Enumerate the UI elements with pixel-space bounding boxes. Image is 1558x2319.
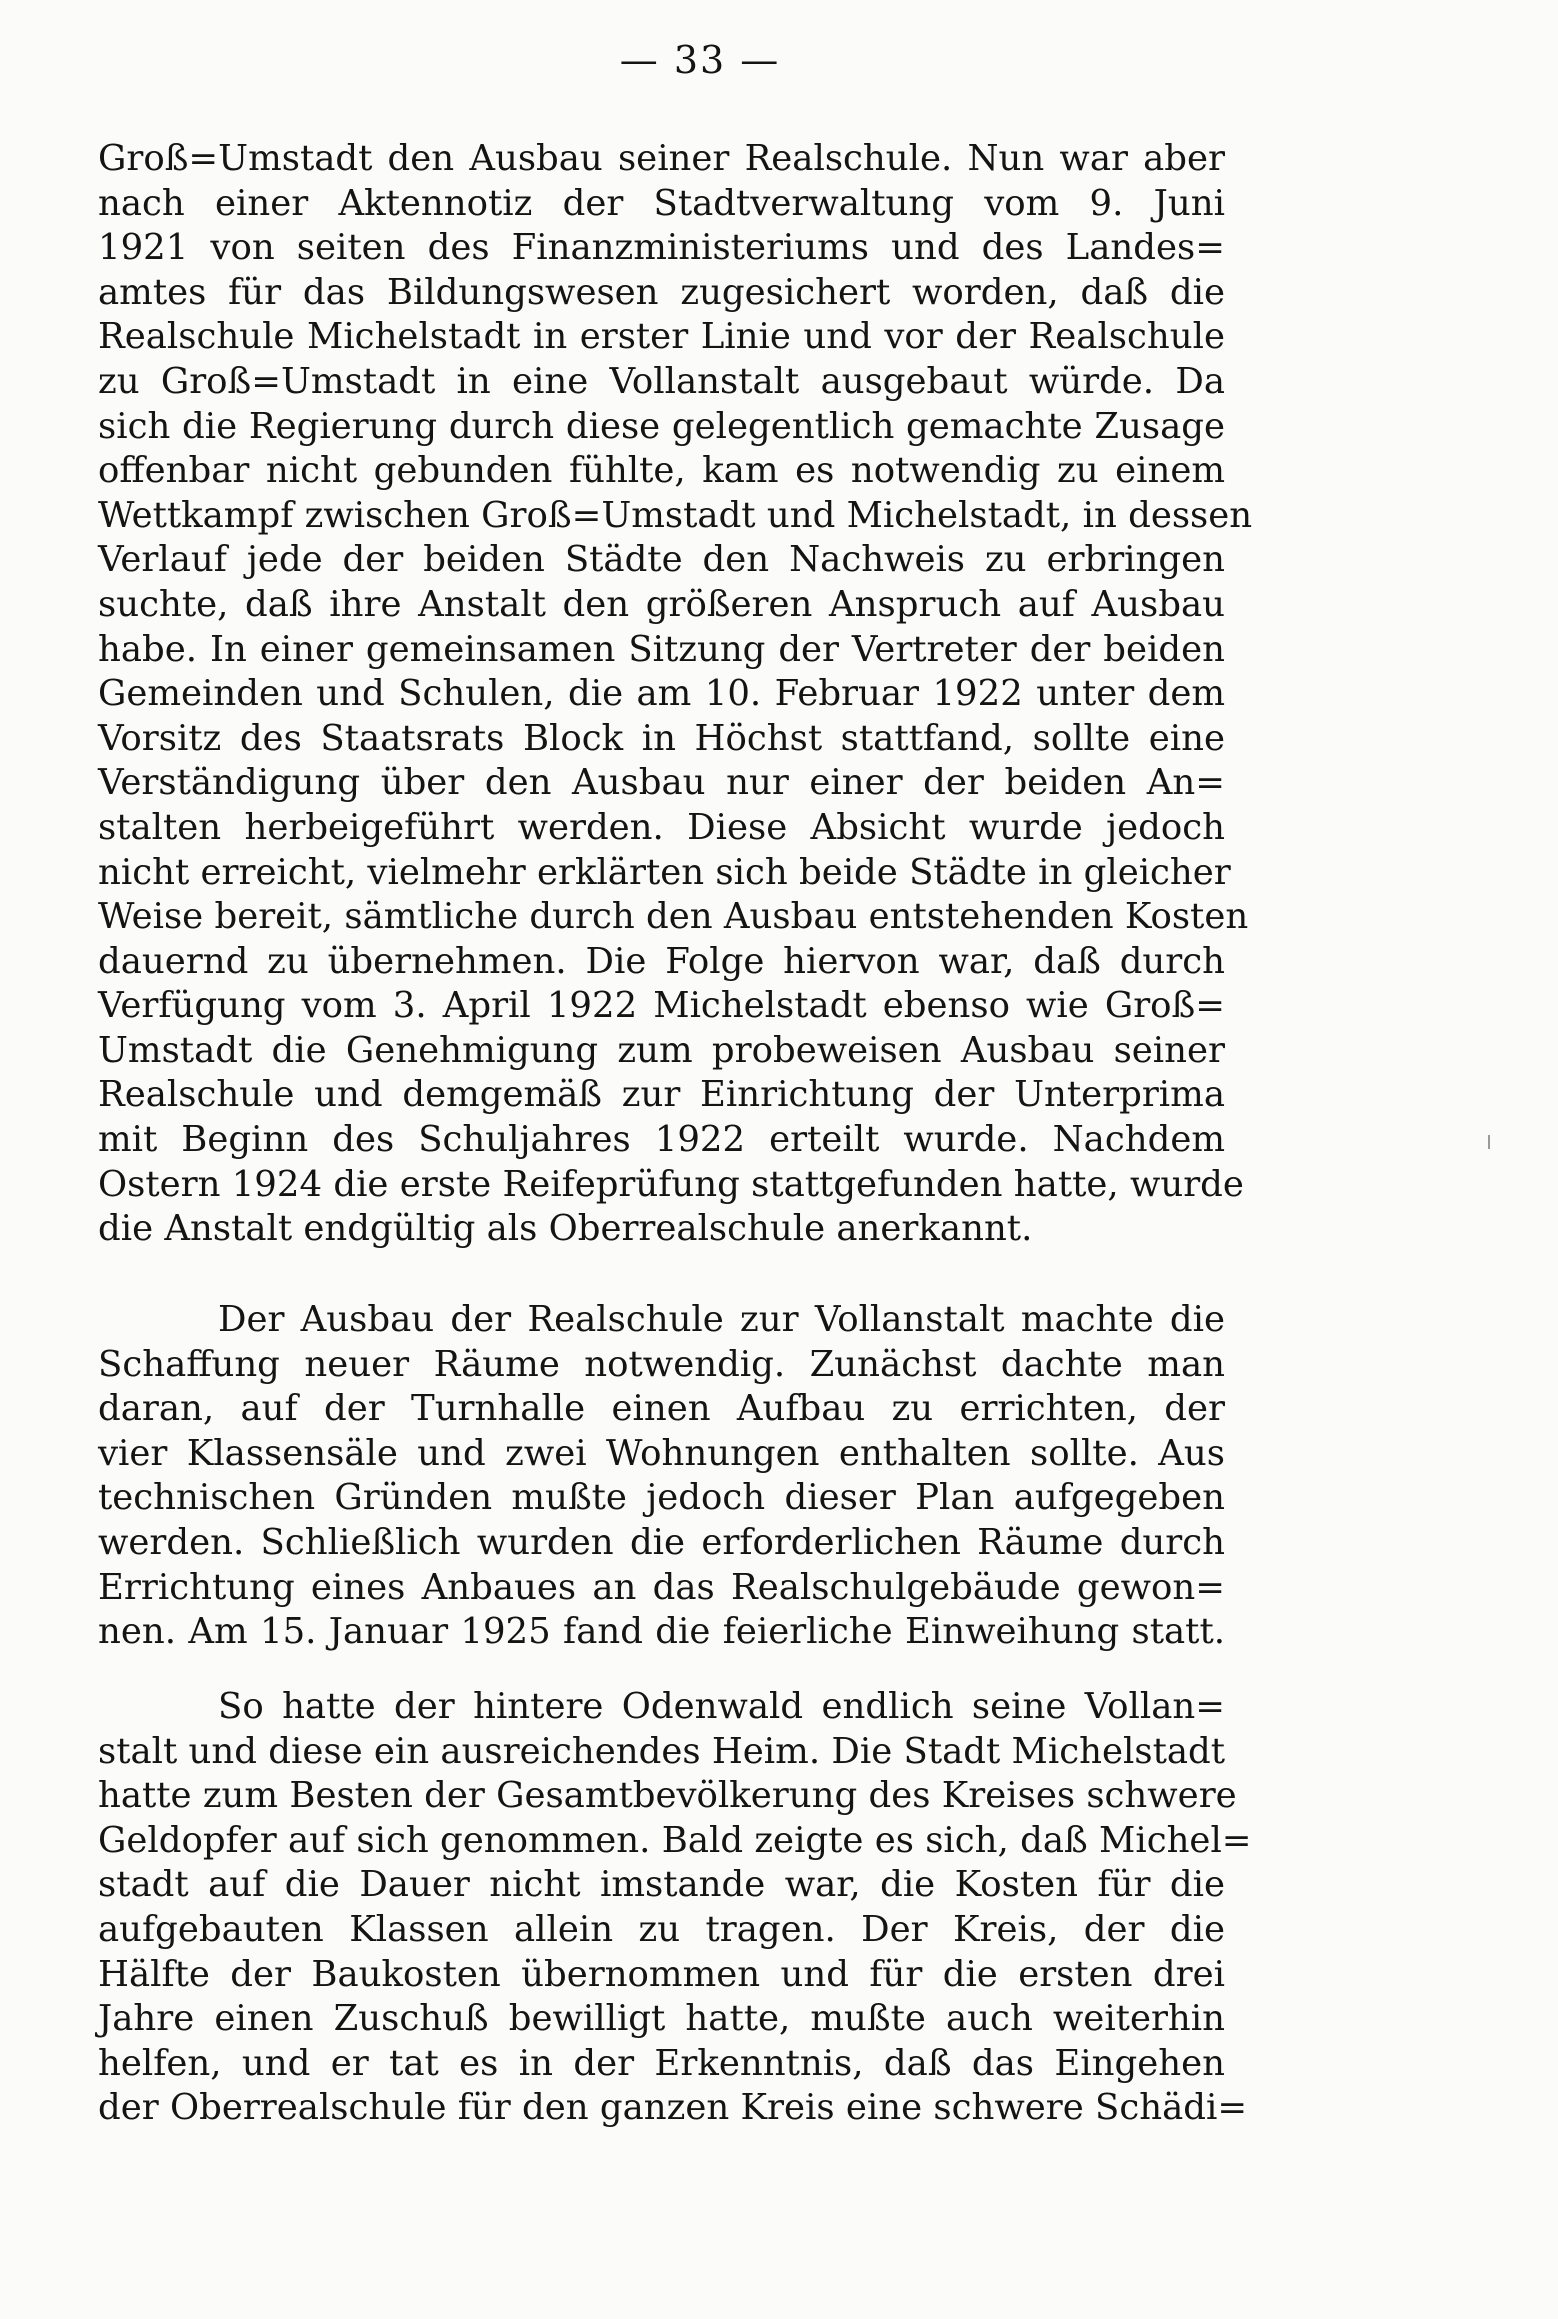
text-line: Realschule Michelstadt in erster Linie und vor der Realschule: [98, 316, 1225, 358]
text-line: suchte, daß ihre Anstalt den größeren Anspruch auf Ausbau: [98, 583, 1225, 625]
text-line: nach einer Aktennotiz der Stadtverwaltung vom 9. Juni: [98, 182, 1225, 224]
text-line: der Oberrealschule für den ganzen Kreis eine schwere Schädi=: [98, 2087, 1248, 2129]
text-line: offenbar nicht gebunden fühlte, kam es notwendig zu einem: [98, 450, 1225, 492]
paragraph-2: [98, 1298, 1225, 1655]
text-line: Jahre einen Zuschuß bewilligt hatte, mußte auch weiterhin: [98, 1998, 1225, 2040]
text-line: technischen Gründen mußte jedoch dieser Plan aufgegeben: [98, 1477, 1225, 1519]
text-line: Groß=Umstadt den Ausbau seiner Realschule. Nun war aber: [98, 138, 1225, 179]
text-line: Vorsitz des Staatsrats Block in Höchst stattfand, sollte eine: [98, 717, 1225, 759]
text-line: nicht erreicht, vielmehr erklärten sich beide Städte in gleicher: [98, 851, 1231, 893]
text-line: Errichtung eines Anbaues an das Realschulgebäude gewon=: [98, 1566, 1225, 1608]
text-line: stadt auf die Dauer nicht imstande war, die Kosten für die: [98, 1864, 1225, 1906]
text-line: Umstadt die Genehmigung zum probeweisen Ausbau seiner: [98, 1029, 1225, 1071]
text-line: daran, auf der Turnhalle einen Aufbau zu errichten, der: [98, 1388, 1225, 1430]
text-line: So hatte der hintere Odenwald endlich seine Vollan=: [218, 1686, 1225, 1727]
text-line: Ostern 1924 die erste Reifeprüfung stattgefunden hatte, wurde: [98, 1163, 1244, 1205]
text-line: stalten herbeigeführt werden. Diese Absicht wurde jedoch: [98, 806, 1225, 848]
text-line: Der Ausbau der Realschule zur Vollanstalt machte die: [218, 1299, 1225, 1340]
text-line: Schaffung neuer Räume notwendig. Zunächst dachte man: [98, 1343, 1225, 1385]
text-line: Geldopfer auf sich genommen. Bald zeigte es sich, daß Michel=: [98, 1819, 1252, 1861]
paragraph-3: [98, 1685, 1252, 2131]
text-line: nen. Am 15. Januar 1925 fand die feierliche Einweihung statt.: [98, 1611, 1225, 1653]
paragraph-1: [98, 137, 1253, 1252]
text-line: stalt und diese ein ausreichendes Heim. Die Stadt Michelstadt: [98, 1730, 1225, 1772]
text-line: Weise bereit, sämtliche durch den Ausbau entstehenden Kosten: [98, 896, 1249, 938]
text-line: sich die Regierung durch diese gelegentlich gemachte Zusage: [98, 405, 1225, 447]
text-line: Wettkampf zwischen Groß=Umstadt und Michelstadt, in dessen: [98, 494, 1253, 536]
text-line: vier Klassensäle und zwei Wohnungen enthalten sollte. Aus: [98, 1432, 1225, 1474]
text-line: amtes für das Bildungswesen zugesichert worden, daß die: [98, 271, 1225, 313]
text-line: werden. Schließlich wurden die erforderlichen Räume durch: [98, 1521, 1225, 1563]
text-line: Gemeinden und Schulen, die am 10. Februar 1922 unter dem: [98, 673, 1225, 715]
text-line: die Anstalt endgültig als Oberrealschule anerkannt.: [98, 1208, 1033, 1250]
text-line: 1921 von seiten des Finanzministeriums und des Landes=: [98, 227, 1225, 269]
text-line: zu Groß=Umstadt in eine Vollanstalt ausgebaut würde. Da: [98, 360, 1225, 402]
text-line: Verlauf jede der beiden Städte den Nachweis zu erbringen: [98, 539, 1225, 581]
text-line: Realschule und demgemäß zur Einrichtung der Unterprima: [98, 1074, 1225, 1116]
text-line: helfen, und er tat es in der Erkenntnis, daß das Eingehen: [98, 2042, 1225, 2084]
text-line: habe. In einer gemeinsamen Sitzung der Vertreter der beiden: [98, 628, 1225, 670]
text-line: aufgebauten Klassen allein zu tragen. Der Kreis, der die: [98, 1908, 1225, 1950]
text-line: Verfügung vom 3. April 1922 Michelstadt ebenso wie Groß=: [98, 985, 1225, 1027]
page-number: — 33 —: [619, 38, 781, 82]
text-line: mit Beginn des Schuljahres 1922 erteilt wurde. Nachdem: [98, 1119, 1225, 1161]
scan-mark: [1488, 1135, 1490, 1149]
text-line: Hälfte der Baukosten übernommen und für die ersten drei: [98, 1953, 1225, 1995]
text-line: hatte zum Besten der Gesamtbevölkerung des Kreises schwere: [98, 1775, 1237, 1817]
text-line: Verständigung über den Ausbau nur einer der beiden An=: [98, 762, 1225, 804]
text-line: dauernd zu übernehmen. Die Folge hiervon war, daß durch: [98, 940, 1225, 982]
